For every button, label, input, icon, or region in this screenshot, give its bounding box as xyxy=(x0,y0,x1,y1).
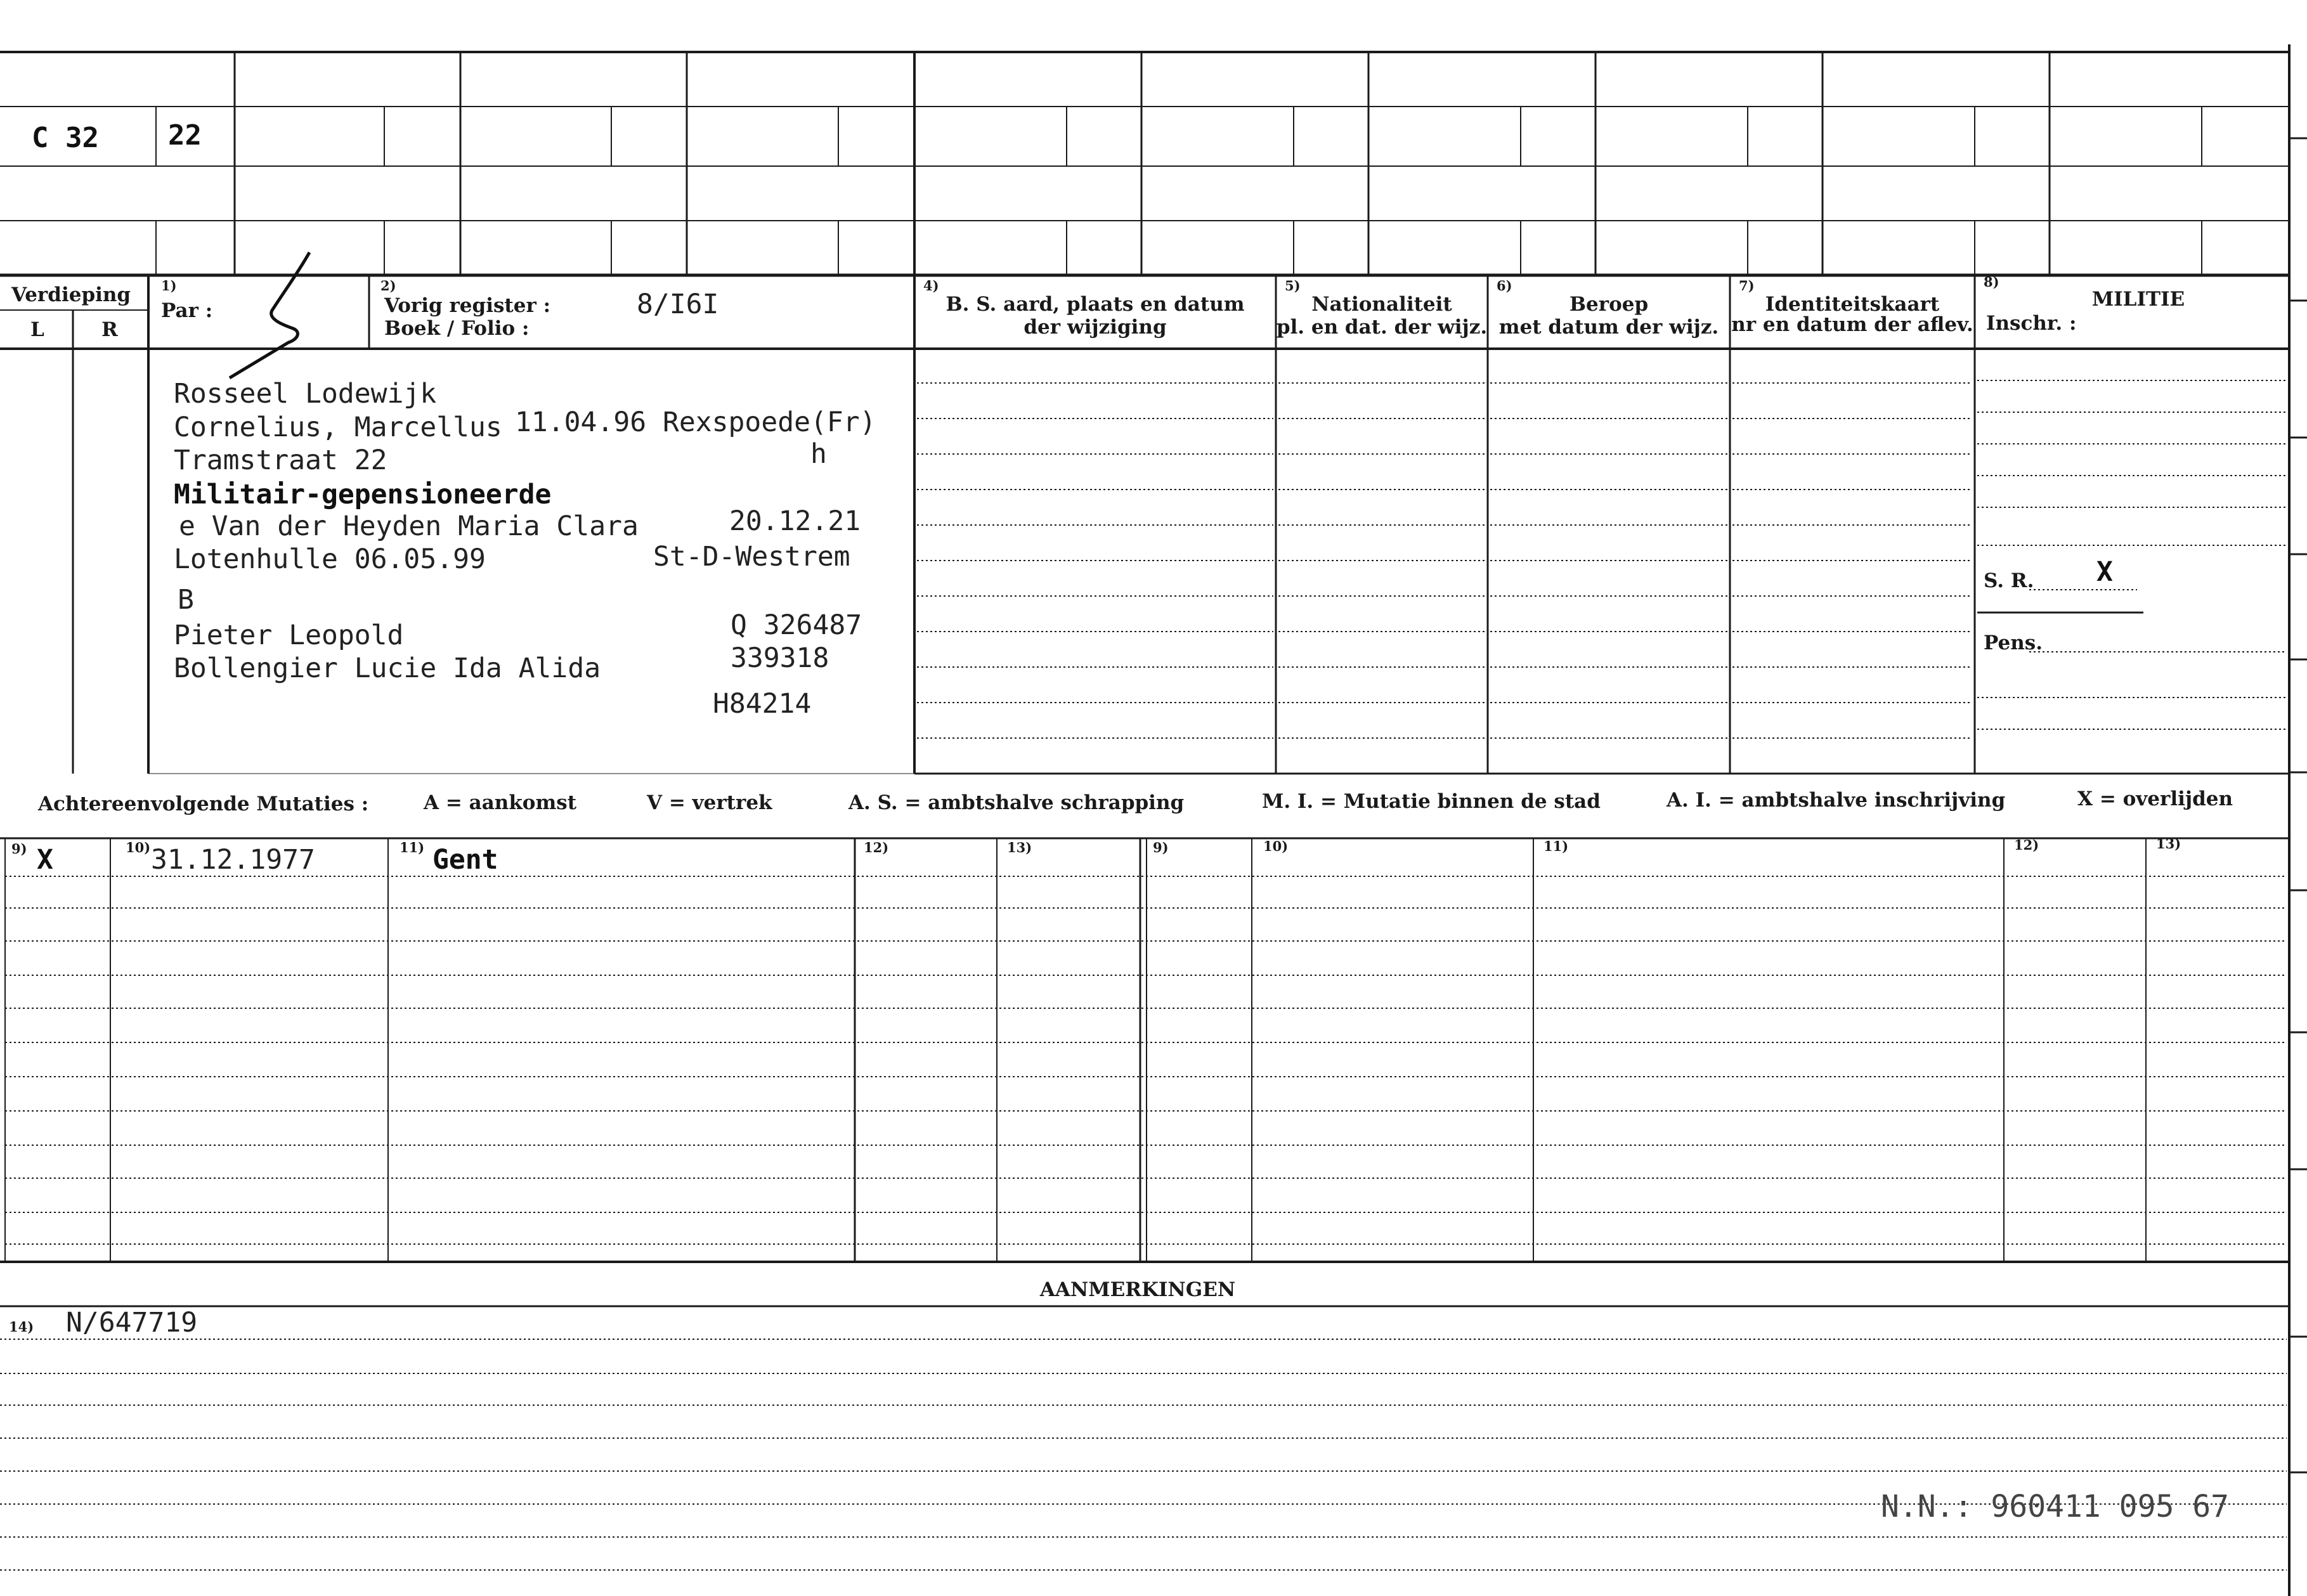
spouse-birth: Lotenhulle 06.05.99 xyxy=(174,543,486,575)
legend-mi: M. I. = Mutatie binnen de stad xyxy=(1262,790,1601,813)
sr-value: X xyxy=(2096,556,2113,588)
person-code-b: B xyxy=(178,584,194,616)
legend-v: V = vertrek xyxy=(647,791,772,814)
bs-header-line1: B. S. aard, plaats en datum xyxy=(946,293,1245,316)
vorig-register-label: Vorig register : xyxy=(384,294,551,317)
footnote-2: 2) xyxy=(380,278,396,294)
id-number-3: H84214 xyxy=(713,688,812,720)
mut-col12b-label: 12) xyxy=(2014,837,2039,853)
pens-label: Pens. xyxy=(1984,632,2043,654)
sr-label: S. R. xyxy=(1984,569,2034,592)
mut-col11-label: 11) xyxy=(400,840,425,855)
verdieping-l: L xyxy=(30,318,44,341)
id-number-2: 339318 xyxy=(731,642,829,674)
mut-col9-label: 9) xyxy=(11,841,27,857)
verdieping-r: R xyxy=(101,318,118,341)
boek-folio-label: Boek / Folio : xyxy=(384,317,530,340)
beroep-header-line1: Beroep xyxy=(1569,293,1649,316)
mutation-type: X xyxy=(37,844,53,876)
marriage-place: St-D-Westrem xyxy=(653,541,850,573)
footnote-7: 7) xyxy=(1739,278,1755,294)
inschr-label: Inschr. : xyxy=(1986,312,2077,335)
verdieping-label: Verdieping xyxy=(11,283,131,306)
legend-as: A. S. = ambtshalve schrapping xyxy=(848,791,1185,814)
index-number: 22 xyxy=(168,119,202,152)
mut-col12-label: 12) xyxy=(864,840,889,855)
footnote-14: 14) xyxy=(9,1319,34,1335)
mother-name: Bollengier Lucie Ida Alida xyxy=(174,652,601,684)
bs-header-line2: der wijziging xyxy=(1024,316,1167,339)
mut-col13-label: 13) xyxy=(1007,840,1032,855)
legend-a: A = aankomst xyxy=(424,791,577,814)
par-label: Par : xyxy=(161,299,213,322)
person-block xyxy=(174,378,876,720)
legend-title: Achtereenvolgende Mutaties : xyxy=(38,793,369,815)
mutations-table xyxy=(0,836,2289,1262)
national-number: N.N.: 960411 095 67 xyxy=(1881,1489,2230,1524)
mut-col10b-label: 10) xyxy=(1263,838,1289,854)
mut-col10-label: 10) xyxy=(126,840,151,855)
marriage-date: 20.12.21 xyxy=(729,505,861,537)
mutation-place: Gent xyxy=(432,844,498,876)
person-given-names: Cornelius, Marcellus xyxy=(174,412,502,443)
person-profession: Militair-gepensioneerde xyxy=(174,479,552,510)
beroep-header-line2: met datum der wijz. xyxy=(1498,316,1719,339)
legend-x: X = overlijden xyxy=(2077,788,2233,810)
person-birth: 11.04.96 Rexspoede(Fr) xyxy=(515,406,876,438)
handwritten-mark xyxy=(230,252,309,378)
militie-header: MILITIE xyxy=(2091,288,2185,311)
father-name: Pieter Leopold xyxy=(174,620,404,651)
footnote-8: 8) xyxy=(1984,274,1999,290)
nat-header-line1: Nationaliteit xyxy=(1311,293,1452,316)
footnote-5: 5) xyxy=(1285,278,1301,294)
mutation-date: 31.12.1977 xyxy=(151,844,315,876)
remarks-title: AANMERKINGEN xyxy=(1039,1278,1236,1301)
footnote-1: 1) xyxy=(161,278,177,294)
footnote-6: 6) xyxy=(1497,278,1512,294)
index-grid xyxy=(0,44,2289,1596)
mut-col11b-label: 11) xyxy=(1543,838,1569,854)
mut-col13b-label: 13) xyxy=(2156,836,2181,852)
id-header-line1: Identiteitskaart xyxy=(1765,293,1940,316)
remarks xyxy=(0,1278,2289,1570)
vorig-register-value: 8/I6I xyxy=(637,289,719,320)
person-code-h: h xyxy=(810,438,827,470)
index-code: C 32 xyxy=(32,122,99,154)
mut-col9b-label: 9) xyxy=(1153,840,1169,855)
id-header-line2: nr en datum der aflev. xyxy=(1731,313,1973,336)
person-address: Tramstraat 22 xyxy=(174,444,387,476)
remarks-value: N/647719 xyxy=(66,1307,198,1339)
id-number-1: Q 326487 xyxy=(731,609,862,641)
person-name: Rosseel Lodewijk xyxy=(174,378,437,410)
edge-ticks xyxy=(2291,138,2307,1472)
nat-header-line2: pl. en dat. der wijz. xyxy=(1276,316,1488,339)
legend-ai: A. I. = ambtshalve inschrijving xyxy=(1667,789,2006,812)
mutation-legend xyxy=(37,788,2233,815)
spouse-name: e Van der Heyden Maria Clara xyxy=(179,510,639,542)
footnote-4: 4) xyxy=(923,278,939,294)
